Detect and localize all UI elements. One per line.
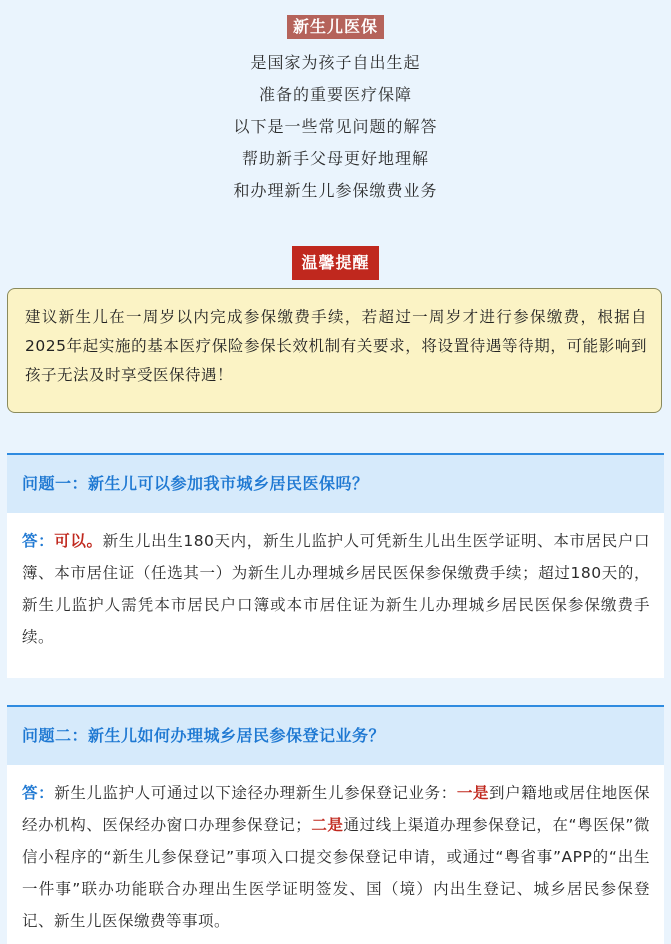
intro-line: 准备的重要医疗保障 bbox=[258, 85, 412, 104]
answer-label: 答： bbox=[22, 784, 55, 802]
reminder-tag: 温馨提醒 bbox=[292, 246, 378, 280]
reminder-tag-wrap bbox=[0, 246, 671, 280]
question-1-header bbox=[7, 453, 664, 513]
intro-line: 是国家为孩子自出生起 bbox=[250, 53, 421, 72]
intro-line: 帮助新手父母更好地理解 bbox=[241, 149, 429, 168]
reminder-notice-box bbox=[7, 288, 662, 413]
reminder-text: 建议新生儿在一周岁以内完成参保缴费手续，若超过一周岁才进行参保缴费，根据自2025年起实施的基本医疗保险参保长效机制有关要求，将设置待遇等待期，可能影响到孩子无法及时享受医保待遇！ bbox=[25, 308, 647, 384]
answer-1-box bbox=[7, 513, 664, 678]
answer-2-highlight-2: 二是 bbox=[311, 816, 344, 834]
answer-2-part3: 通过线上渠道办理参保登记，在“粤医保”微信小程序的“新生儿参保登记”事项入口提交参保登记申请，或通过“粤省事”APP的“出生一件事”联办功能联合办理出生医学证明签发、国（境）内出生登记、城乡居民参保登记、新生儿医保缴费等事项。 bbox=[22, 816, 650, 930]
answer-1-text: 新生儿出生180天内，新生儿监护人可凭新生儿出生医学证明、本市居民户口簿、本市居住证（任选其一）为新生儿办理城乡居民医保参保缴费手续；超过180天的，新生儿监护人需凭本市居民户口簿或本市居住证为新生儿办理城乡居民医保参保缴费手续。 bbox=[22, 532, 650, 646]
intro-section bbox=[0, 0, 671, 280]
question-2-header bbox=[7, 705, 664, 765]
question-1-text: 问题一：新生儿可以参加我市城乡居民医保吗？ bbox=[22, 474, 369, 493]
answer-2-part2: 到户籍地或居住地医保经办机构、医保经办窗口办理参保登记； bbox=[22, 784, 650, 834]
answer-2-box bbox=[7, 765, 664, 944]
answer-2-highlight-1: 一是 bbox=[456, 784, 490, 802]
question-2-text: 问题二：新生儿如何办理城乡居民参保登记业务？ bbox=[22, 726, 386, 745]
intro-lines bbox=[0, 47, 671, 207]
intro-line: 和办理新生儿参保缴费业务 bbox=[233, 181, 438, 200]
intro-line: 以下是一些常见问题的解答 bbox=[233, 117, 438, 136]
answer-1-highlight: 可以。 bbox=[54, 532, 103, 550]
answer-2-part1: 新生儿监护人可通过以下途径办理新生儿参保登记业务： bbox=[54, 784, 457, 802]
answer-label: 答： bbox=[22, 532, 55, 550]
section-tag-newborn-insurance: 新生儿医保 bbox=[287, 15, 384, 39]
